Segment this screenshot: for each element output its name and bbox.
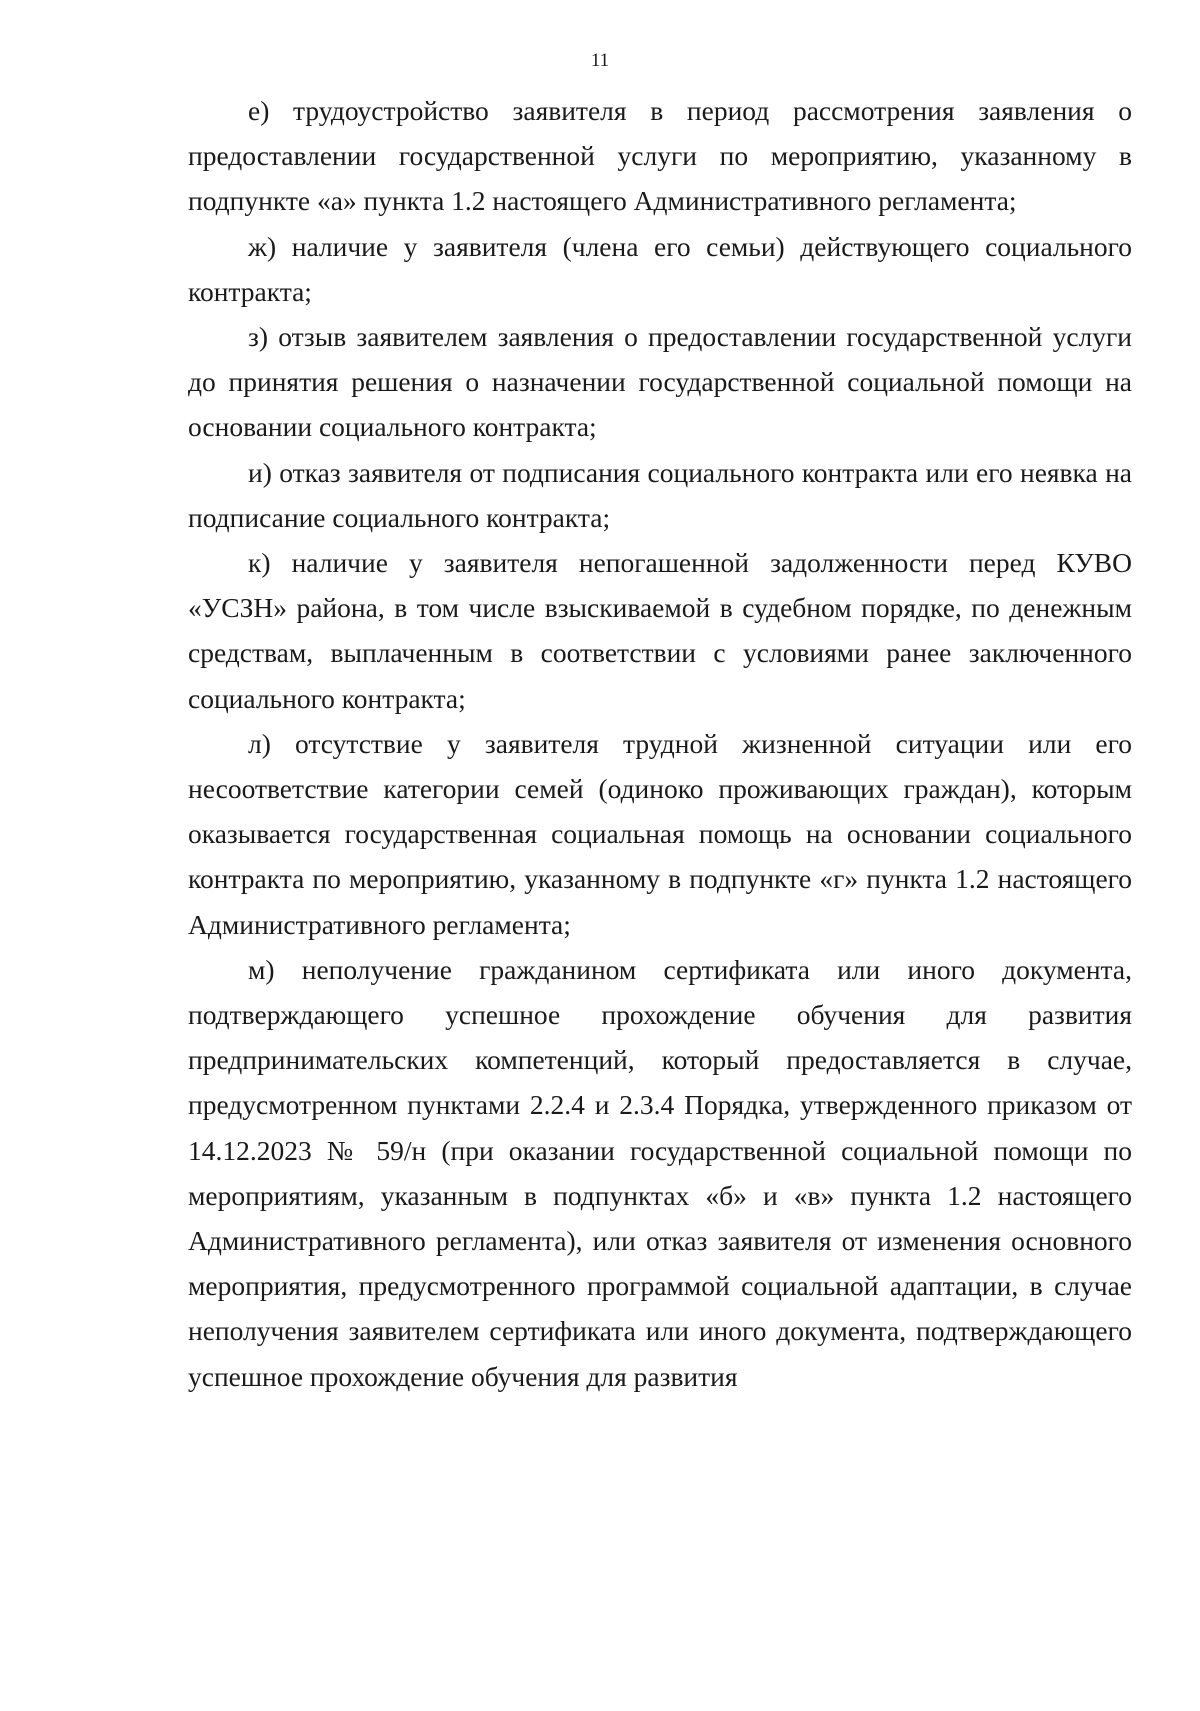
paragraph-z: з) отзыв заявителем заявления о предоставлении государственной услуги до принятия решения о назначении государственной социальной помощи на основании социального контракта;: [188, 321, 1132, 443]
paragraph-l: л) отсутствие у заявителя трудной жизненной ситуации или его несоответствие категории семей (одиноко проживающих граждан), которым оказывается государственная социальная помощь на основании социального контракта по мероприятию, указанному в подпункте «г» пункта 1.2 настоящего Административного регламента;: [188, 727, 1132, 940]
page-number: 11: [590, 50, 610, 71]
document-body: [188, 88, 1132, 1399]
paragraph-e: е) трудоустройство заявителя в период рассмотрения заявления о предоставлении государственной услуги по мероприятию, указанному в подпункте «а» пункта 1.2 настоящего Административного регламента;: [188, 95, 1132, 217]
paragraph-k: к) наличие у заявителя непогашенной задолженности перед КУВО «УСЗН» района, в том числе взыскиваемой в судебном порядке, по денежным средствам, выплаченным в соответствии с условиями ранее заключенного социального контракта;: [188, 547, 1132, 714]
paragraph-i: и) отказ заявителя от подписания социального контракта или его неявка на подписание социального контракта;: [188, 456, 1132, 533]
paragraph-zh: ж) наличие у заявителя (члена его семьи) действующего социального контракта;: [188, 230, 1132, 307]
paragraph-m: м) неполучение гражданином сертификата или иного документа, подтверждающего успешное прохождение обучения для развития предпринимательских компетенций, который предоставляется в случае, предусмотренном пунктами 2.2.4 и 2.3.4 Порядка, утвержденного приказом от 14.12.2023 № 59/н (при оказании государственной социальной помощи по мероприятиям, указанным в подпунктах «б» и «в» пункта 1.2 настоящего Административного регламента), или отказ заявителя от изменения основного мероприятия, предусмотренного программой социальной адаптации, в случае неполучения заявителем сертификата или иного документа, подтверждающего успешное прохождение обучения для развития: [188, 953, 1132, 1392]
